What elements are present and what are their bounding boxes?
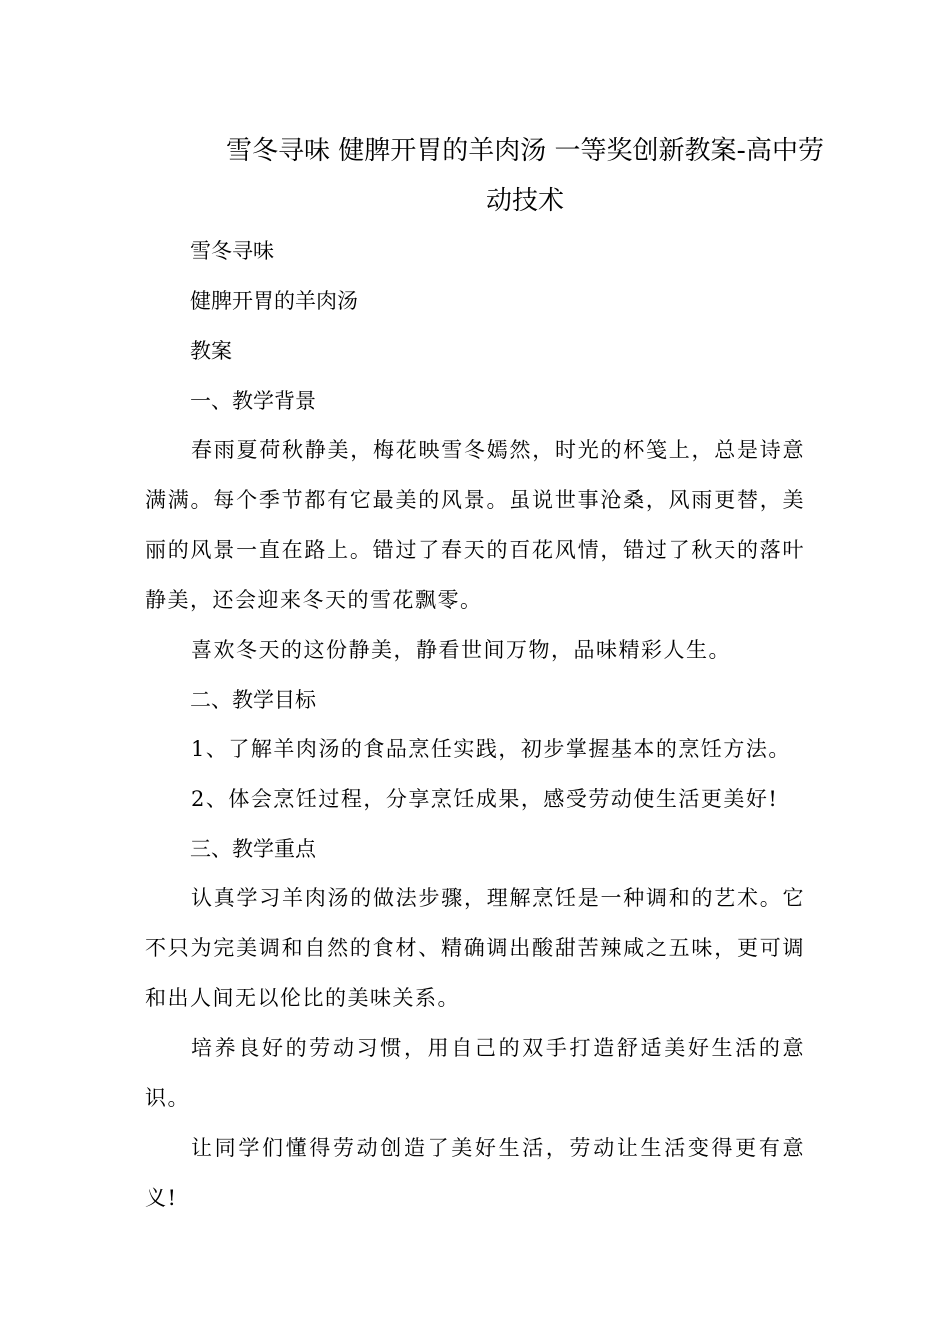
subtitle-snow-winter: 雪冬寻味 bbox=[190, 239, 274, 263]
subtitle-mutton-soup: 健脾开胃的羊肉汤 bbox=[190, 289, 358, 313]
document-title-line-2: 动技术 bbox=[485, 186, 564, 216]
objective-item-1: 1、了解羊肉汤的食品烹任实践，初步掌握基本的烹饪方法。 bbox=[191, 737, 791, 761]
background-paragraph-1: 春雨夏荷秋静美，梅花映雪冬嫣然，时光的杯笺上，总是诗意满满。每个季节都有它最美的风景。虽说世事沧桑，风雨更替，美丽的风景一直在路上。错过了春天的百花风情，错过了秋天的落叶静美，还会迎来冬天的雪花飘零。 bbox=[145, 438, 805, 612]
key-points-paragraph-1: 认真学习羊肉汤的做法步骤，理解烹饪是一种调和的艺术。它不只为完美调和自然的食材、精确调出酸甜苦辣咸之五味，更可调和出人间无以伦比的美味关系。 bbox=[145, 886, 805, 1010]
background-paragraph-2: 喜欢冬天的这份静美，静看世间万物，品味精彩人生。 bbox=[191, 638, 731, 662]
subtitle-lesson-plan: 教案 bbox=[190, 339, 232, 363]
key-points-paragraph-3: 让同学们懂得劳动创造了美好生活，劳动让生活变得更有意义! bbox=[145, 1136, 805, 1210]
key-points-paragraph-2: 培养良好的劳动习惯，用自己的双手打造舒适美好生活的意识。 bbox=[145, 1036, 805, 1110]
section-heading-key-points: 三、教学重点 bbox=[190, 837, 316, 861]
section-heading-objectives: 二、教学目标 bbox=[190, 688, 316, 712]
objective-item-2: 2、体会烹饪过程，分享烹饪成果，感受劳动使生活更美好! bbox=[191, 787, 779, 811]
document-title-line-1: 雪冬寻味 健脾开胃的羊肉汤 一等奖创新教案-高中劳 bbox=[226, 136, 824, 166]
section-heading-background: 一、教学背景 bbox=[190, 389, 316, 413]
